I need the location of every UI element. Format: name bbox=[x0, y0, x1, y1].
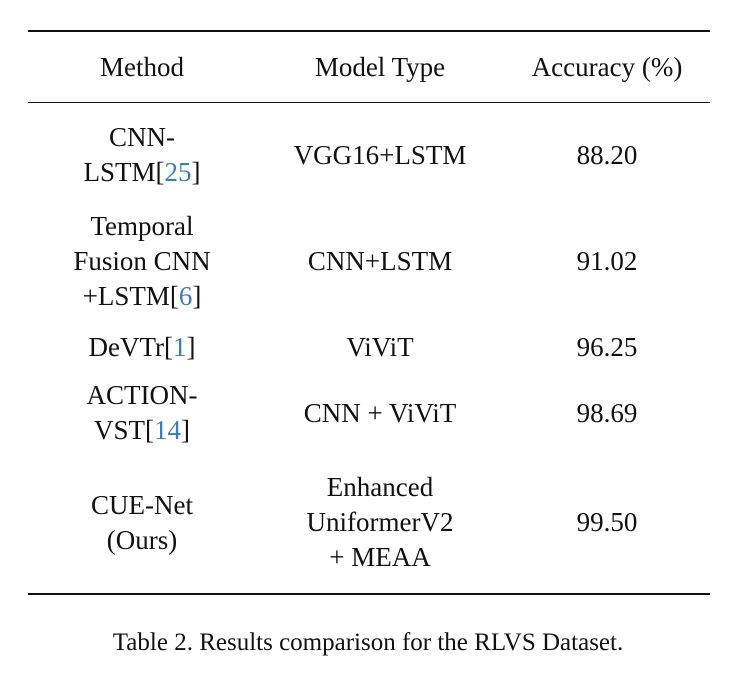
citation-bracket: ] bbox=[191, 157, 201, 187]
citation-bracket: ] bbox=[186, 332, 196, 362]
method-text: LSTM[ bbox=[83, 157, 165, 187]
model-type-cell bbox=[256, 458, 504, 594]
table-caption: Table 2. Results comparison for the RLVS Dataset. bbox=[112, 629, 624, 656]
model-type-cell bbox=[256, 374, 504, 458]
model-type-cell bbox=[256, 204, 504, 321]
table-row bbox=[28, 374, 710, 458]
model-type-line: ViViT bbox=[346, 332, 414, 362]
header-method: Method bbox=[100, 51, 184, 82]
method-line: CUE-Net bbox=[91, 489, 193, 520]
citation-bracket: ] bbox=[192, 281, 202, 311]
model-type-line: Enhanced bbox=[326, 472, 434, 502]
accuracy-cell: 91.02 bbox=[576, 246, 638, 276]
method-text: +LSTM[ bbox=[82, 281, 179, 311]
table-row-ours bbox=[28, 458, 710, 594]
model-type-line: CNN + ViViT bbox=[303, 397, 457, 428]
results-table-container bbox=[28, 30, 710, 595]
method-cell bbox=[28, 103, 256, 205]
method-cell bbox=[28, 204, 256, 321]
citation-link[interactable]: 6 bbox=[178, 281, 193, 311]
model-type-cell bbox=[256, 103, 504, 205]
table-row bbox=[28, 204, 710, 321]
citation-bracket: ] bbox=[181, 415, 190, 445]
method-line: (Ours) bbox=[106, 524, 178, 555]
table-header bbox=[28, 31, 710, 103]
method-cell bbox=[28, 321, 256, 374]
method-line-with-cite bbox=[28, 330, 256, 365]
citation-link[interactable]: 1 bbox=[173, 332, 187, 362]
citation-link[interactable]: 25 bbox=[164, 157, 192, 187]
method-line-with-cite bbox=[28, 155, 256, 190]
method-line-with-cite bbox=[28, 279, 256, 314]
accuracy-cell: 88.20 bbox=[576, 139, 638, 170]
method-line: CNN- bbox=[109, 122, 175, 152]
model-type-line: UniformerV2 bbox=[306, 507, 454, 537]
accuracy-cell: 98.69 bbox=[576, 397, 638, 428]
model-type-cell bbox=[256, 321, 504, 374]
accuracy-cell: 96.25 bbox=[576, 332, 638, 362]
method-text: DeVTr[ bbox=[88, 332, 173, 362]
method-line-with-cite bbox=[28, 413, 256, 448]
method-cell bbox=[28, 458, 256, 594]
method-line: ACTION- bbox=[86, 380, 198, 410]
header-model-type: Model Type bbox=[314, 51, 446, 82]
method-cell bbox=[28, 374, 256, 458]
header-accuracy: Accuracy (%) bbox=[531, 51, 683, 82]
table-body bbox=[28, 103, 710, 595]
model-type-line: CNN+LSTM bbox=[307, 246, 453, 276]
method-text: VST[ bbox=[94, 415, 154, 445]
results-table bbox=[28, 30, 710, 595]
accuracy-cell: 99.50 bbox=[576, 507, 638, 537]
model-type-line: VGG16+LSTM bbox=[293, 139, 467, 170]
header-row bbox=[28, 31, 710, 103]
model-type-line: + MEAA bbox=[329, 542, 431, 572]
table-row bbox=[28, 103, 710, 205]
method-line: Fusion CNN bbox=[73, 246, 211, 276]
table-row bbox=[28, 321, 710, 374]
method-line: Temporal bbox=[90, 211, 194, 241]
citation-link[interactable]: 14 bbox=[154, 415, 181, 445]
